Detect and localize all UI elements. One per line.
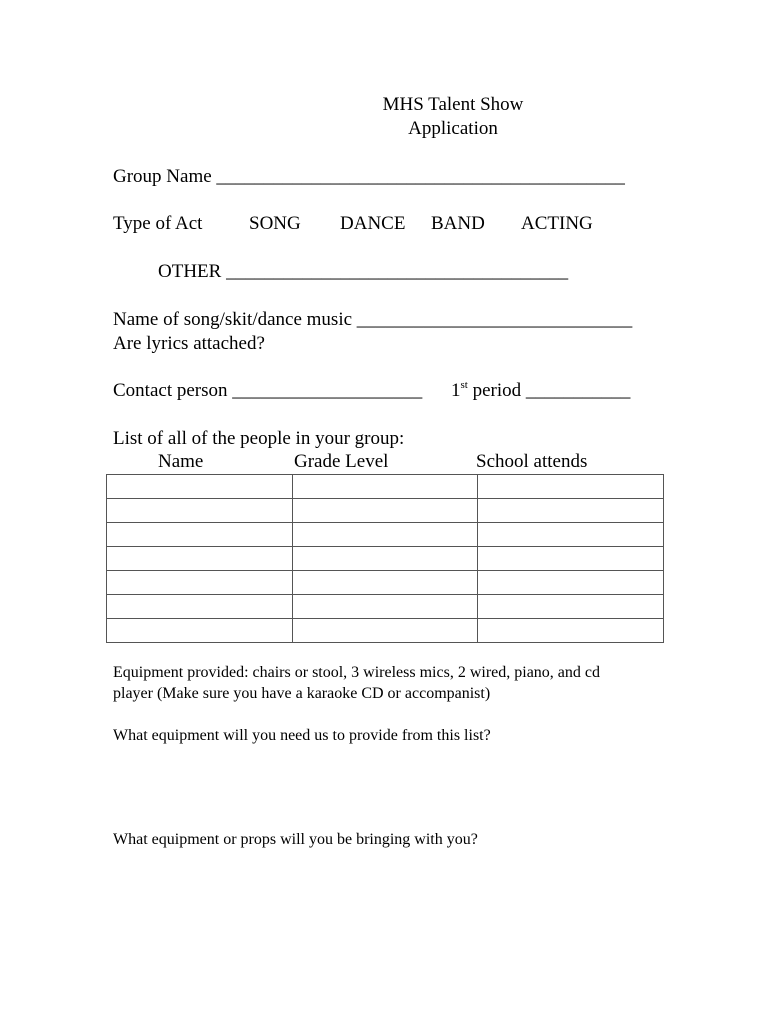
- song-name-field[interactable]: _____________________________: [356, 309, 633, 330]
- form-title: MHS Talent Show: [382, 94, 524, 115]
- song-name-label: Name of song/skit/dance music: [113, 309, 353, 330]
- lyrics-question: Are lyrics attached?: [113, 333, 265, 354]
- member-name-cell[interactable]: [107, 619, 293, 643]
- table-row: [107, 475, 664, 499]
- other-field[interactable]: ____________________________________: [226, 261, 569, 282]
- table-row: [107, 619, 664, 643]
- props-question: What equipment or props will you be bringing with you?: [113, 831, 478, 848]
- member-grade-cell[interactable]: [292, 619, 478, 643]
- members-table: [106, 474, 664, 643]
- member-school-cell[interactable]: [478, 547, 664, 571]
- song-name-row: [113, 309, 632, 331]
- member-grade-cell[interactable]: [292, 595, 478, 619]
- member-school-cell[interactable]: [478, 619, 664, 643]
- period-number: 1: [451, 380, 461, 401]
- member-name-cell[interactable]: [107, 547, 293, 571]
- group-name-field[interactable]: ___________________________________________: [216, 166, 625, 187]
- member-school-cell[interactable]: [478, 499, 664, 523]
- table-row: [107, 499, 664, 523]
- member-grade-cell[interactable]: [292, 547, 478, 571]
- group-name-row: [113, 166, 625, 188]
- table-row: [107, 523, 664, 547]
- form-subtitle: Application: [408, 118, 498, 139]
- member-school-cell[interactable]: [478, 571, 664, 595]
- period-label: period: [472, 380, 522, 401]
- period-row: [451, 380, 630, 404]
- column-header-school: School attends: [476, 451, 588, 472]
- act-option-song[interactable]: SONG: [249, 213, 301, 234]
- group-name-label: Group Name: [113, 166, 212, 187]
- table-row: [107, 547, 664, 571]
- contact-row: [113, 380, 422, 402]
- column-header-name: Name: [158, 451, 204, 472]
- contact-field[interactable]: ____________________: [232, 380, 423, 401]
- type-of-act-label: Type of Act: [113, 213, 203, 234]
- group-list-label: List of all of the people in your group:: [113, 428, 405, 449]
- member-school-cell[interactable]: [478, 595, 664, 619]
- equipment-provided-line2: player (Make sure you have a karaoke CD or accompanist): [113, 685, 491, 702]
- member-grade-cell[interactable]: [292, 523, 478, 547]
- period-suffix: st: [460, 379, 468, 391]
- other-label: OTHER: [158, 261, 222, 282]
- act-option-band[interactable]: BAND: [431, 213, 485, 234]
- other-row: [158, 261, 568, 283]
- member-school-cell[interactable]: [478, 523, 664, 547]
- act-option-dance[interactable]: DANCE: [340, 213, 406, 234]
- column-header-grade: Grade Level: [294, 451, 389, 472]
- contact-label: Contact person: [113, 380, 228, 401]
- table-row: [107, 571, 664, 595]
- member-name-cell[interactable]: [107, 523, 293, 547]
- member-grade-cell[interactable]: [292, 499, 478, 523]
- member-grade-cell[interactable]: [292, 571, 478, 595]
- member-name-cell[interactable]: [107, 475, 293, 499]
- member-name-cell[interactable]: [107, 571, 293, 595]
- equipment-provided-line1: Equipment provided: chairs or stool, 3 wireless mics, 2 wired, piano, and cd: [113, 664, 601, 681]
- member-grade-cell[interactable]: [292, 475, 478, 499]
- member-school-cell[interactable]: [478, 475, 664, 499]
- equipment-question: What equipment will you need us to provide from this list?: [113, 727, 491, 744]
- act-option-acting[interactable]: ACTING: [521, 213, 593, 234]
- table-row: [107, 595, 664, 619]
- member-name-cell[interactable]: [107, 499, 293, 523]
- member-name-cell[interactable]: [107, 595, 293, 619]
- period-field[interactable]: ___________: [525, 380, 631, 401]
